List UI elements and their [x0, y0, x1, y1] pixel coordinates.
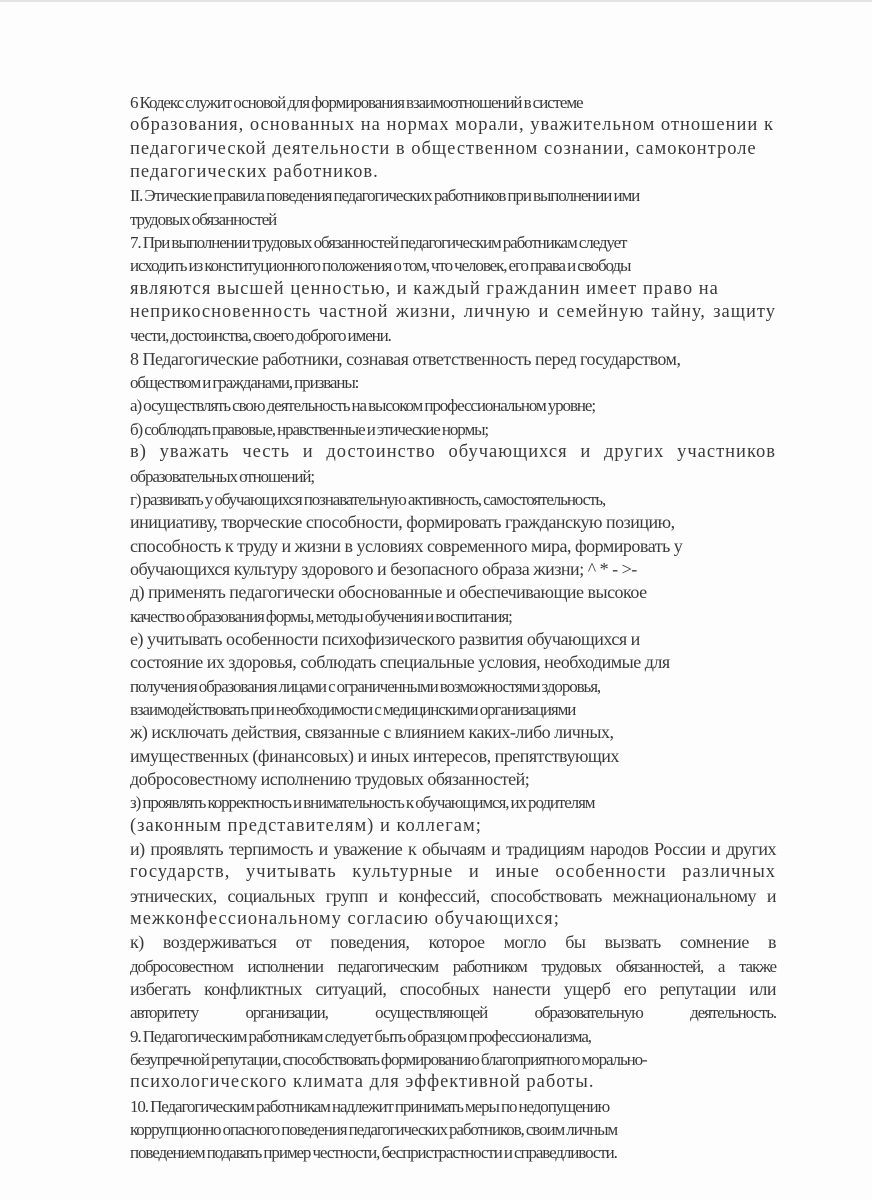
text-line: обучающихся культуру здорового и безопасного образа жизни; ^ * - >- — [130, 558, 637, 579]
text-line: получения образования лицами с ограниченными возможностями здоровья, — [130, 676, 601, 696]
text-line: е) учитывать особенности психофизического развития обучающихся и — [130, 628, 640, 649]
text-line: имущественных (финансовых) и иных интересов, препятствующих — [130, 745, 619, 766]
text-line: з) проявлять корректность и внимательность к обучающимся, их родителям — [130, 793, 595, 813]
text-line: ж) исключать действия, связанные с влиянием каких-либо личных, — [130, 722, 614, 743]
text-line: г) развивать у обучающихся познавательную активность, самостоятельность, — [130, 489, 606, 509]
text-line: к) воздерживаться от поведения, которое могло бы вызвать сомнение в — [130, 932, 776, 953]
text-line: трудовых обязанностей — [130, 209, 277, 229]
text-line: состояние их здоровья, соблюдать специальные условия, необходимые для — [130, 652, 670, 673]
text-line: образовательных отношений; — [130, 466, 315, 486]
text-line: 7. При выполнении трудовых обязанностей педагогическим работникам следует — [130, 233, 627, 253]
text-line: 6 Кодекс служит основой для формирования взаимоотношений в системе — [130, 93, 583, 112]
text-line: добросовестном исполнении педагогическим работником трудовых обязанностей, а также — [130, 956, 776, 976]
text-line: качество образования формы, методы обучения и воспитания; — [130, 606, 512, 626]
text-line: неприкосновенность частной жизни, личную и семейную тайну, защиту — [130, 302, 776, 323]
text-line: в) уважать честь и достоинство обучающихся и других участников — [130, 442, 776, 463]
text-line: обществом и гражданами, призваны: — [130, 373, 359, 393]
text-line: д) применять педагогически обоснованные и обеспечивающие высокое — [130, 582, 647, 603]
text-line: добросовестному исполнению трудовых обязанностей; — [130, 768, 530, 789]
text-line: избегать конфликтных ситуаций, способных нанести ущерб его репутации или — [130, 979, 776, 1000]
text-line: исходить из конституционного положения о том, что человек, его права и свободы — [130, 256, 631, 276]
text-line: являются высшей ценностью, и каждый гражданин имеет право на — [130, 278, 719, 299]
document-page — [130, 91, 776, 1165]
text-line: коррупционно опасного поведения педагогических работников, своим личным — [130, 1120, 618, 1140]
text-line: 9. Педагогическим работникам следует быть образцом профессионализма, — [130, 1026, 591, 1046]
text-line: педагогических работников. — [130, 162, 379, 183]
text-line: психологического климата для эффективной работы. — [130, 1072, 595, 1093]
scan-edge — [0, 0, 872, 2]
text-line: чести, достоинства, своего доброго имени. — [130, 326, 391, 346]
text-line: образования, основанных на нормах морали, уважительном отношении к — [130, 115, 774, 136]
text-line: а) осуществлять свою деятельность на высоком профессиональном уровне; — [130, 396, 595, 416]
text-line: и) проявлять терпимость и уважение к обычаям и традициям народов России и других — [130, 839, 776, 859]
text-line: педагогической деятельности в общественном сознании, самоконтроле — [130, 138, 757, 159]
text-line: взаимодействовать при необходимости с медицинскими организациями — [130, 699, 576, 719]
text-line: 8 Педагогические работники, сознавая ответственность перед государством, — [130, 348, 681, 369]
text-line: способность к труду и жизни в условиях современного мира, формировать у — [130, 535, 683, 556]
text-line: этнических, социальных групп и конфессий, способствовать межнациональному и — [130, 885, 776, 906]
text-line: государств, учитывать культурные и иные особенности различных — [130, 862, 776, 883]
text-line: (законным представителям) и коллегам; — [130, 815, 482, 836]
text-line: 10. Педагогическим работникам надлежит принимать меры по недопущению — [130, 1096, 610, 1116]
text-line: б) соблюдать правовые, нравственные и этические нормы; — [130, 419, 489, 439]
text-line: поведением подавать пример честности, беспристрастности и справедливости. — [130, 1143, 617, 1163]
text-line: безупречной репутации, способствовать формированию благоприятного морально- — [130, 1050, 647, 1070]
text-line: авторитету организации, осуществляющей образовательную деятельность. — [130, 1003, 776, 1023]
text-line: инициативу, творческие способности, формировать гражданскую позицию, — [130, 512, 675, 533]
text-line: межконфессиональному согласию обучающихся; — [130, 909, 560, 930]
text-line: II. Этические правила поведения педагогических работников при выполнении ими — [130, 186, 640, 206]
